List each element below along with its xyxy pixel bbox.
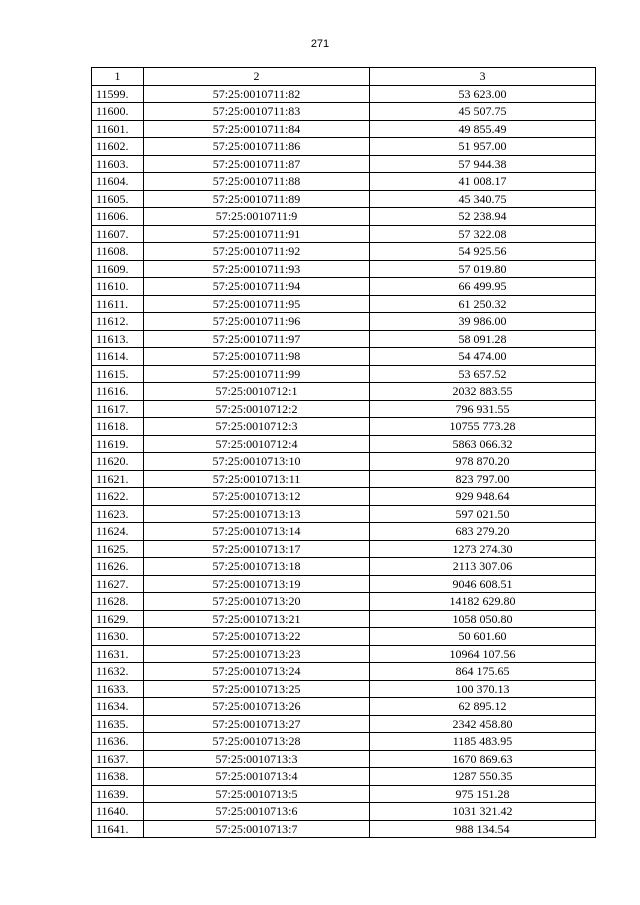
table-row	[92, 348, 596, 366]
row-number: 11605.	[92, 190, 144, 208]
cadastral-value: 39 986.00	[370, 313, 596, 331]
row-number: 11623.	[92, 505, 144, 523]
cadastral-value: 45 340.75	[370, 190, 596, 208]
cadastral-number: 57:25:0010713:11	[144, 470, 370, 488]
table-row	[92, 120, 596, 138]
cadastral-number: 57:25:0010711:87	[144, 155, 370, 173]
table-row	[92, 505, 596, 523]
column-header-2: 2	[144, 68, 370, 86]
row-number: 11630.	[92, 628, 144, 646]
cadastral-number: 57:25:0010711:91	[144, 225, 370, 243]
table-row	[92, 768, 596, 786]
cadastral-number: 57:25:0010711:97	[144, 330, 370, 348]
cadastral-number: 57:25:0010711:96	[144, 313, 370, 331]
cadastral-number: 57:25:0010711:86	[144, 138, 370, 156]
table-row	[92, 190, 596, 208]
table-row	[92, 103, 596, 121]
cadastral-value: 50 601.60	[370, 628, 596, 646]
cadastral-value: 49 855.49	[370, 120, 596, 138]
cadastral-number: 57:25:0010711:94	[144, 278, 370, 296]
row-number: 11614.	[92, 348, 144, 366]
row-number: 11606.	[92, 208, 144, 226]
table-row	[92, 418, 596, 436]
table-row	[92, 523, 596, 541]
table-row	[92, 558, 596, 576]
cadastral-number: 57:25:0010713:14	[144, 523, 370, 541]
cadastral-value: 41 008.17	[370, 173, 596, 191]
cadastral-number: 57:25:0010712:4	[144, 435, 370, 453]
row-number: 11615.	[92, 365, 144, 383]
cadastral-number: 57:25:0010712:3	[144, 418, 370, 436]
table-row	[92, 365, 596, 383]
cadastral-value: 2342 458.80	[370, 715, 596, 733]
table-row	[92, 208, 596, 226]
row-number: 11638.	[92, 768, 144, 786]
cadastral-number: 57:25:0010713:3	[144, 750, 370, 768]
cadastral-value: 2032 883.55	[370, 383, 596, 401]
cadastral-number: 57:25:0010713:24	[144, 663, 370, 681]
cadastral-value: 864 175.65	[370, 663, 596, 681]
table-row	[92, 733, 596, 751]
cadastral-number: 57:25:0010713:25	[144, 680, 370, 698]
cadastral-number: 57:25:0010713:17	[144, 540, 370, 558]
cadastral-value: 597 021.50	[370, 505, 596, 523]
row-number: 11633.	[92, 680, 144, 698]
row-number: 11612.	[92, 313, 144, 331]
cadastral-number: 57:25:0010713:28	[144, 733, 370, 751]
cadastral-number: 57:25:0010713:6	[144, 803, 370, 821]
row-number: 11600.	[92, 103, 144, 121]
cadastral-number: 57:25:0010713:23	[144, 645, 370, 663]
row-number: 11626.	[92, 558, 144, 576]
cadastral-value: 54 474.00	[370, 348, 596, 366]
table-row	[92, 698, 596, 716]
cadastral-number: 57:25:0010711:84	[144, 120, 370, 138]
cadastral-number: 57:25:0010711:92	[144, 243, 370, 261]
row-number: 11624.	[92, 523, 144, 541]
table-row	[92, 435, 596, 453]
cadastral-number: 57:25:0010711:99	[144, 365, 370, 383]
table-row	[92, 138, 596, 156]
cadastral-value: 978 870.20	[370, 453, 596, 471]
cadastral-number: 57:25:0010713:27	[144, 715, 370, 733]
row-number: 11625.	[92, 540, 144, 558]
cadastral-value: 45 507.75	[370, 103, 596, 121]
row-number: 11629.	[92, 610, 144, 628]
table-row	[92, 715, 596, 733]
row-number: 11610.	[92, 278, 144, 296]
row-number: 11601.	[92, 120, 144, 138]
cadastral-value: 683 279.20	[370, 523, 596, 541]
cadastral-number: 57:25:0010712:1	[144, 383, 370, 401]
cadastral-number: 57:25:0010711:98	[144, 348, 370, 366]
cadastral-number: 57:25:0010713:4	[144, 768, 370, 786]
cadastral-value: 100 370.13	[370, 680, 596, 698]
cadastral-value: 5863 066.32	[370, 435, 596, 453]
header-row	[92, 68, 596, 86]
cadastral-value: 929 948.64	[370, 488, 596, 506]
cadastral-value: 1287 550.35	[370, 768, 596, 786]
cadastral-value: 62 895.12	[370, 698, 596, 716]
cadastral-value: 57 944.38	[370, 155, 596, 173]
table-row	[92, 750, 596, 768]
cadastral-value: 58 091.28	[370, 330, 596, 348]
cadastral-value: 52 238.94	[370, 208, 596, 226]
cadastral-value: 61 250.32	[370, 295, 596, 313]
cadastral-value: 1670 869.63	[370, 750, 596, 768]
table-row	[92, 663, 596, 681]
table-row	[92, 453, 596, 471]
cadastral-number: 57:25:0010713:22	[144, 628, 370, 646]
cadastral-number: 57:25:0010713:19	[144, 575, 370, 593]
row-number: 11641.	[92, 820, 144, 838]
table-row	[92, 785, 596, 803]
column-header-1: 1	[92, 68, 144, 86]
cadastral-value: 823 797.00	[370, 470, 596, 488]
row-number: 11611.	[92, 295, 144, 313]
table-row	[92, 820, 596, 838]
cadastral-number: 57:25:0010713:7	[144, 820, 370, 838]
cadastral-value: 988 134.54	[370, 820, 596, 838]
row-number: 11616.	[92, 383, 144, 401]
table-row	[92, 260, 596, 278]
cadastral-number: 57:25:0010711:93	[144, 260, 370, 278]
cadastral-value: 1185 483.95	[370, 733, 596, 751]
column-header-3: 3	[370, 68, 596, 86]
cadastral-value: 1058 050.80	[370, 610, 596, 628]
table-row	[92, 540, 596, 558]
cadastral-number: 57:25:0010711:83	[144, 103, 370, 121]
row-number: 11608.	[92, 243, 144, 261]
table-row	[92, 610, 596, 628]
table-row	[92, 628, 596, 646]
table-row	[92, 645, 596, 663]
row-number: 11632.	[92, 663, 144, 681]
cadastral-value: 10964 107.56	[370, 645, 596, 663]
cadastral-number: 57:25:0010713:18	[144, 558, 370, 576]
table-row	[92, 330, 596, 348]
row-number: 11636.	[92, 733, 144, 751]
table-row	[92, 243, 596, 261]
table-row	[92, 680, 596, 698]
cadastral-number: 57:25:0010713:21	[144, 610, 370, 628]
row-number: 11613.	[92, 330, 144, 348]
row-number: 11619.	[92, 435, 144, 453]
table-row	[92, 173, 596, 191]
table-body	[92, 85, 596, 838]
row-number: 11604.	[92, 173, 144, 191]
table-row	[92, 383, 596, 401]
cadastral-value: 9046 608.51	[370, 575, 596, 593]
cadastral-number: 57:25:0010713:5	[144, 785, 370, 803]
row-number: 11621.	[92, 470, 144, 488]
cadastral-number: 57:25:0010713:26	[144, 698, 370, 716]
cadastral-value: 796 931.55	[370, 400, 596, 418]
cadastral-number: 57:25:0010711:95	[144, 295, 370, 313]
cadastral-value: 66 499.95	[370, 278, 596, 296]
row-number: 11627.	[92, 575, 144, 593]
cadastral-value: 54 925.56	[370, 243, 596, 261]
row-number: 11618.	[92, 418, 144, 436]
cadastral-value: 14182 629.80	[370, 593, 596, 611]
table-row	[92, 225, 596, 243]
table-row	[92, 295, 596, 313]
table-row	[92, 278, 596, 296]
table-row	[92, 803, 596, 821]
cadastral-value: 57 322.08	[370, 225, 596, 243]
cadastral-value: 53 623.00	[370, 85, 596, 103]
row-number: 11634.	[92, 698, 144, 716]
cadastral-table	[91, 67, 596, 838]
cadastral-number: 57:25:0010711:9	[144, 208, 370, 226]
row-number: 11635.	[92, 715, 144, 733]
cadastral-number: 57:25:0010711:82	[144, 85, 370, 103]
row-number: 11620.	[92, 453, 144, 471]
row-number: 11622.	[92, 488, 144, 506]
cadastral-value: 975 151.28	[370, 785, 596, 803]
row-number: 11631.	[92, 645, 144, 663]
table-row	[92, 85, 596, 103]
cadastral-value: 1031 321.42	[370, 803, 596, 821]
row-number: 11628.	[92, 593, 144, 611]
cadastral-number: 57:25:0010711:89	[144, 190, 370, 208]
table-row	[92, 470, 596, 488]
cadastral-number: 57:25:0010711:88	[144, 173, 370, 191]
cadastral-number: 57:25:0010713:10	[144, 453, 370, 471]
row-number: 11639.	[92, 785, 144, 803]
cadastral-value: 10755 773.28	[370, 418, 596, 436]
cadastral-value: 1273 274.30	[370, 540, 596, 558]
row-number: 11640.	[92, 803, 144, 821]
table-row	[92, 575, 596, 593]
row-number: 11602.	[92, 138, 144, 156]
row-number: 11609.	[92, 260, 144, 278]
cadastral-number: 57:25:0010713:20	[144, 593, 370, 611]
page-number: 271	[310, 38, 330, 50]
row-number: 11637.	[92, 750, 144, 768]
table-row	[92, 593, 596, 611]
table-row	[92, 488, 596, 506]
cadastral-value: 53 657.52	[370, 365, 596, 383]
table-row	[92, 400, 596, 418]
cadastral-number: 57:25:0010713:13	[144, 505, 370, 523]
row-number: 11599.	[92, 85, 144, 103]
cadastral-value: 2113 307.06	[370, 558, 596, 576]
cadastral-value: 51 957.00	[370, 138, 596, 156]
table-row	[92, 155, 596, 173]
cadastral-number: 57:25:0010712:2	[144, 400, 370, 418]
cadastral-value: 57 019.80	[370, 260, 596, 278]
cadastral-number: 57:25:0010713:12	[144, 488, 370, 506]
row-number: 11607.	[92, 225, 144, 243]
row-number: 11603.	[92, 155, 144, 173]
table-header	[92, 68, 596, 86]
row-number: 11617.	[92, 400, 144, 418]
table-row	[92, 313, 596, 331]
